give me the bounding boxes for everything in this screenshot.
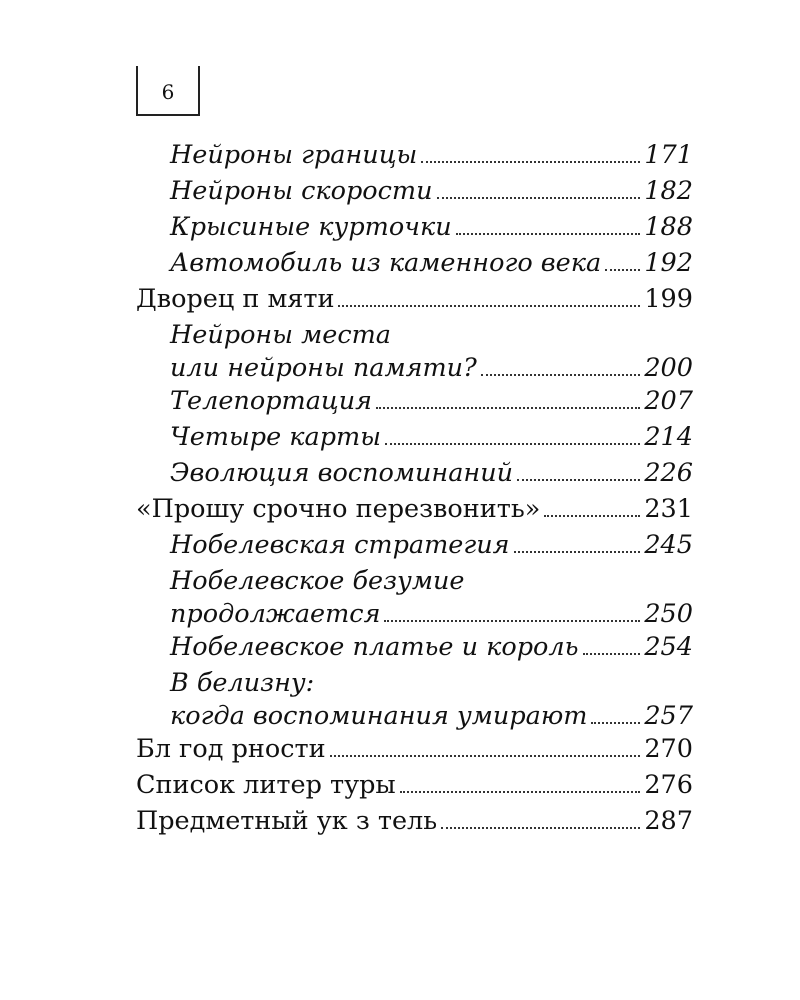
toc-entry-page: 199 — [644, 284, 693, 314]
toc-entry-title: Нобелевское платье и король — [170, 632, 579, 662]
toc-entry — [136, 563, 693, 629]
toc-entry-row — [136, 701, 693, 731]
dot-leader — [605, 269, 640, 271]
toc-entry-page: 276 — [644, 770, 693, 800]
page-number: 6 — [161, 80, 175, 104]
toc-entry-page: 226 — [644, 458, 693, 488]
toc-entry-row — [136, 455, 693, 491]
dot-leader — [421, 161, 640, 163]
toc-entry-page: 200 — [644, 353, 693, 383]
toc-entry-title: Автомобиль из каменного века — [170, 248, 602, 278]
toc-entry — [136, 137, 693, 173]
toc-entry — [136, 629, 693, 665]
toc-entry-title: Нобелевская стратегия — [170, 530, 510, 560]
toc-entry-row — [136, 803, 693, 839]
toc-entry — [136, 383, 693, 419]
toc-entry-page: 231 — [644, 494, 693, 524]
dot-leader — [441, 827, 640, 829]
toc-entry-row — [136, 491, 693, 527]
dot-leader — [338, 305, 640, 307]
toc-entry-page: 245 — [644, 530, 693, 560]
toc-entry-page: 214 — [644, 422, 693, 452]
toc-entry-title: Дворец п мяти — [136, 284, 335, 314]
toc-entry — [136, 731, 693, 767]
toc-entry — [136, 491, 693, 527]
toc-entry-page: 270 — [644, 734, 693, 764]
page-number-box — [136, 66, 200, 116]
dot-leader — [583, 653, 641, 655]
toc-entry — [136, 281, 693, 317]
dot-leader — [385, 443, 640, 445]
toc-entry-title: «Прошу срочно перезвонить» — [136, 494, 541, 524]
toc-entry — [136, 173, 693, 209]
toc-entry-title: Эволюция воспоминаний — [170, 458, 514, 488]
toc-entry-title: Четыре карты — [170, 422, 381, 452]
toc-entry-title-line: Нобелевское безумие — [170, 566, 465, 596]
toc-entry-row — [136, 599, 693, 629]
toc-entry-page: 287 — [644, 806, 693, 836]
toc-entry — [136, 767, 693, 803]
dot-leader — [481, 374, 641, 376]
dot-leader — [517, 479, 640, 481]
toc-entry-page: 207 — [644, 386, 693, 416]
toc-entry-row — [136, 281, 693, 317]
toc-entry-page: 182 — [644, 176, 693, 206]
toc-entry-page: 257 — [644, 701, 693, 731]
toc-entry-row — [136, 353, 693, 383]
dot-leader — [437, 197, 641, 199]
toc-entry-page: 171 — [644, 140, 693, 170]
toc-entry-row — [136, 527, 693, 563]
dot-leader — [591, 722, 640, 724]
toc-entry-title: Нейроны скорости — [170, 176, 433, 206]
dot-leader — [456, 233, 641, 235]
toc-entry-row — [136, 767, 693, 803]
toc-entry-title: Бл год рности — [136, 734, 326, 764]
toc-entry — [136, 665, 693, 731]
toc-entry-page: 254 — [644, 632, 693, 662]
toc-entry — [136, 419, 693, 455]
toc-entry — [136, 803, 693, 839]
toc-entry-title: или нейроны памяти? — [170, 353, 477, 383]
toc-entry-title: Нейроны границы — [170, 140, 418, 170]
toc-entry — [136, 527, 693, 563]
toc-entry — [136, 455, 693, 491]
toc-entry-row — [136, 419, 693, 455]
toc-entry-title: Крысиные курточки — [170, 212, 452, 242]
toc-entry-row — [136, 731, 693, 767]
dot-leader — [514, 551, 641, 553]
toc-entry-row — [136, 173, 693, 209]
toc-entry — [136, 209, 693, 245]
toc-entry-row — [136, 137, 693, 173]
toc-entry-title: продолжается — [170, 599, 381, 629]
dot-leader — [330, 755, 641, 757]
dot-leader — [384, 620, 640, 622]
toc-entry-title-line: Нейроны места — [170, 320, 391, 350]
toc-entry-page: 250 — [644, 599, 693, 629]
toc-entry-title-line: В белизну: — [170, 668, 315, 698]
toc-entry-row — [136, 245, 693, 281]
toc-entry — [136, 317, 693, 383]
toc-entry-row — [136, 629, 693, 665]
toc-entry-row — [136, 209, 693, 245]
dot-leader — [376, 407, 640, 409]
toc-entry-page: 192 — [644, 248, 693, 278]
toc-entry-row — [136, 383, 693, 419]
dot-leader — [544, 515, 640, 517]
toc-entry — [136, 245, 693, 281]
toc-entry-page: 188 — [644, 212, 693, 242]
dot-leader — [400, 791, 641, 793]
toc-entry-title: Список литер туры — [136, 770, 396, 800]
toc-entry-title: Предметный ук з тель — [136, 806, 438, 836]
table-of-contents — [136, 137, 693, 839]
toc-entry-title: когда воспоминания умирают — [170, 701, 588, 731]
toc-entry-title: Телепортация — [170, 386, 373, 416]
